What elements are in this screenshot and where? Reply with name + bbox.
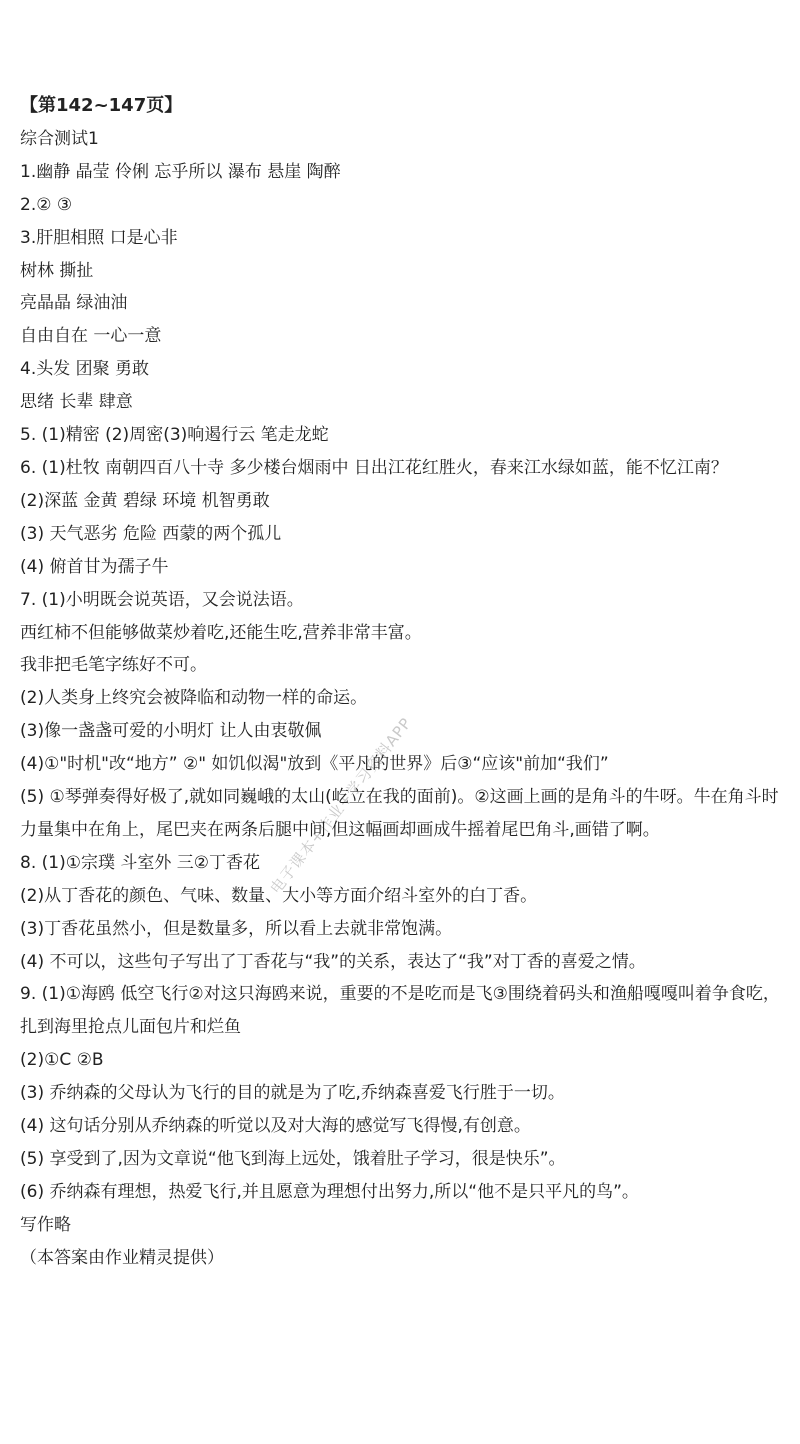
answer-line: 7. (1)小明既会说英语，又会说法语。 <box>20 589 304 610</box>
answer-line: 写作略 <box>20 1214 71 1235</box>
page-range-header: 【第142~147页】 <box>20 95 183 116</box>
answer-line: (4) 这句话分别从乔纳森的听觉以及对大海的感觉写飞得慢,有创意。 <box>20 1116 531 1137</box>
answer-line: (3)像一盏盏可爱的小明灯 让人由衷敬佩 <box>20 721 322 742</box>
watermark: 电子课本+作业+学习资料APP <box>266 714 416 898</box>
answer-line: 思绪 长辈 肆意 <box>20 392 133 413</box>
answer-line: 我非把毛笔字练好不可。 <box>20 655 207 676</box>
answer-line: 树林 撕扯 <box>20 260 94 281</box>
answer-line: 4.头发 团聚 勇敢 <box>20 359 150 380</box>
answer-line: 2.② ③ <box>20 194 73 215</box>
answer-line: 3.肝胆相照 口是心非 <box>20 227 178 248</box>
answer-line: (5) ①琴弹奏得好极了,就如同巍峨的太山(屹立在我的面前)。②这画上画的是角斗的牛呀。牛在角斗时力量集中在角上，尾巴夹在两条后腿中间,但这幅画却画成牛摇着尾巴角斗,画错了啊。 <box>20 787 779 840</box>
answer-line: (3) 乔纳森的父母认为飞行的目的就是为了吃,乔纳森喜爱飞行胜于一切。 <box>20 1083 565 1104</box>
answer-line: (4) 不可以，这些句子写出了丁香花与“我”的关系，表达了“我”对丁香的喜爱之情。 <box>20 951 646 972</box>
answer-line: (3)丁香花虽然小，但是数量多，所以看上去就非常饱满。 <box>20 918 453 939</box>
answer-line: 9. (1)①海鸥 低空飞行②对这只海鸥来说，重要的不是吃而是飞③围绕着码头和渔船嘎嘎叫着争食吃， <box>20 984 780 1005</box>
answer-line: 5. (1)精密 (2)周密(3)响遏行云 笔走龙蛇 <box>20 425 329 446</box>
answer-document <box>20 90 785 1275</box>
answer-line: (5) 享受到了,因为文章说“他飞到海上远处，饿着肚子学习，很是快乐”。 <box>20 1149 566 1169</box>
answer-line: (6) 乔纳森有理想，热爱飞行,并且愿意为理想付出努力,所以“他不是只平凡的鸟”。 <box>20 1181 639 1202</box>
answer-line: 亮晶晶 绿油油 <box>20 293 128 314</box>
answer-line: (2)深蓝 金黄 碧绿 环境 机智勇敢 <box>20 490 270 511</box>
answer-line: (2)①C ②B <box>20 1050 104 1071</box>
answer-line: 1.幽静 晶莹 伶俐 忘乎所以 瀑布 悬崖 陶醉 <box>20 161 341 182</box>
answer-line: (3) 天气恶劣 危险 西蒙的两个孤儿 <box>20 523 282 544</box>
answer-line: (4) 俯首甘为孺子牛 <box>20 556 169 577</box>
answer-line: (4)①"时机"改“地方” ②" 如饥似渴"放到《平凡的世界》后③“应该"前加“我们” <box>20 754 609 775</box>
source-note: （本答案由作业精灵提供） <box>20 1247 224 1268</box>
answer-line: 西红柿不但能够做菜炒着吃,还能生吃,营养非常丰富。 <box>20 622 422 643</box>
answer-line: 8. (1)①宗璞 斗室外 三②丁香花 <box>20 852 260 873</box>
answer-line: 扎到海里抢点儿面包片和烂鱼 <box>20 1017 241 1038</box>
answer-line: 自由自在 一心一意 <box>20 326 162 347</box>
test-title: 综合测试1 <box>20 128 99 149</box>
answer-line: 6. (1)杜牧 南朝四百八十寺 多少楼台烟雨中 日出江花红胜火，春来江水绿如蓝，能不忆江南？ <box>20 457 728 478</box>
answer-line: (2)人类身上终究会被降临和动物一样的命运。 <box>20 688 368 709</box>
answer-line: (2)从丁香花的颜色、气味、数量、大小等方面介绍斗室外的白丁香。 <box>20 885 538 906</box>
